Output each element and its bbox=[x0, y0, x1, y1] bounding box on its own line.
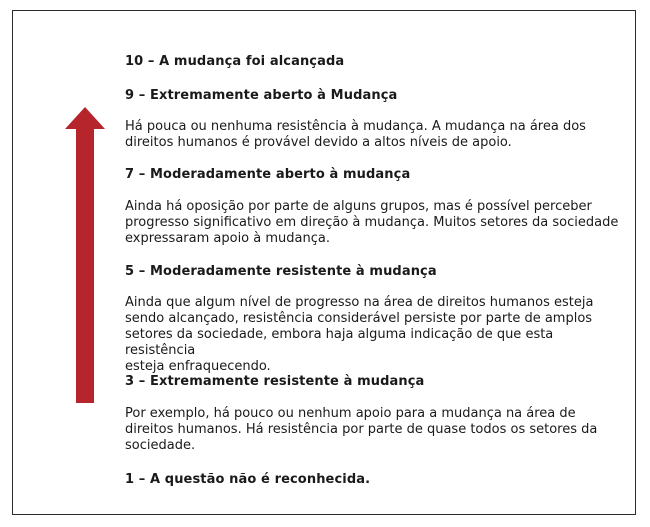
level-5-heading: 5 – Moderadamente resistente à mudança bbox=[125, 264, 437, 279]
desc-line: expressaram apoio à mudança. bbox=[125, 231, 330, 246]
level-3-description bbox=[125, 406, 597, 454]
desc-line: Ainda há oposição por parte de alguns grupos, mas é possível perceber bbox=[125, 199, 592, 214]
scale-frame bbox=[12, 10, 636, 515]
level-9-heading: 9 – Extremamente aberto à Mudança bbox=[125, 88, 398, 103]
level-9-description bbox=[125, 119, 586, 151]
desc-line: esteja enfraquecendo. bbox=[125, 359, 271, 374]
desc-line: direitos humanos. Há resistência por parte de quase todos os setores da bbox=[125, 422, 598, 437]
level-7-description bbox=[125, 199, 618, 247]
up-arrow-icon bbox=[65, 107, 105, 403]
level-10-heading: 10 – A mudança foi alcançada bbox=[125, 54, 345, 69]
desc-line: Ainda que algum nível de progresso na área de direitos humanos esteja bbox=[125, 295, 594, 310]
level-1-heading: 1 – A questão não é reconhecida. bbox=[125, 472, 371, 487]
level-7-heading: 7 – Moderadamente aberto à mudança bbox=[125, 167, 411, 182]
desc-line: setores da sociedade, embora haja alguma indicação de que esta resistência bbox=[125, 327, 554, 358]
desc-line: progresso significativo em direção à mudança. Muitos setores da sociedade bbox=[125, 215, 619, 230]
desc-line: sociedade. bbox=[125, 438, 196, 453]
desc-line: Por exemplo, há pouco ou nenhum apoio para a mudança na área de bbox=[125, 406, 576, 421]
desc-line: Há pouca ou nenhuma resistência à mudança. A mudança na área dos bbox=[125, 119, 586, 134]
level-3-heading: 3 – Extremamente resistente à mudança bbox=[125, 374, 425, 389]
desc-line: direitos humanos é provável devido a altos níveis de apoio. bbox=[125, 135, 512, 150]
level-5-description bbox=[125, 295, 625, 375]
desc-line: sendo alcançado, resistência considerável persiste por parte de amplos bbox=[125, 311, 593, 326]
